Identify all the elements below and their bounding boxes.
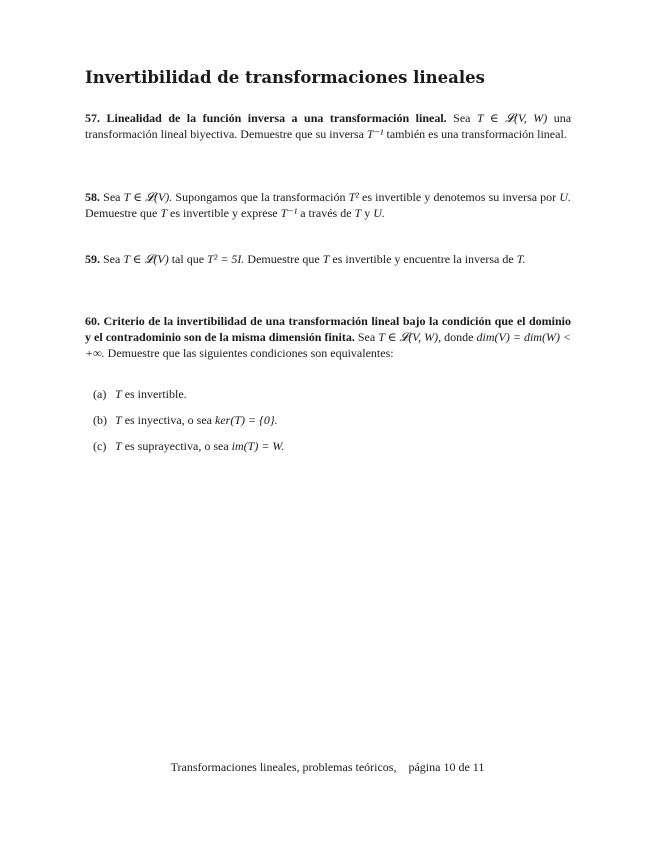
math-expression: U. — [559, 190, 571, 204]
item-label: (b) — [93, 413, 107, 427]
math-expression: T⁻¹ — [366, 127, 384, 141]
section-title: Invertibilidad de transformaciones lineales — [85, 68, 485, 87]
page-footer — [0, 760, 655, 775]
conditions-list — [93, 387, 563, 465]
list-item — [93, 413, 563, 439]
problem-text: tal que — [171, 252, 205, 266]
math-expression: im(T) = W. — [231, 439, 285, 453]
problem-text: Sea — [103, 252, 121, 266]
math-expression: T — [115, 387, 122, 401]
problem-text: es invertible y exprese — [170, 206, 278, 220]
problem-text: es invertible y encuentre la inversa de — [332, 252, 514, 266]
problem-title: Linealidad de la función inversa a una transformación lineal. — [106, 111, 447, 125]
problem-text: donde — [444, 330, 474, 344]
problem-number: 60. — [85, 314, 100, 328]
problem-title: Criterio de la invertibilidad de una transformación lineal bajo la condición que el dominio y el contradominio son de la misma dimensión finita. — [85, 314, 572, 344]
math-expression: T. — [516, 252, 526, 266]
problem-57 — [85, 110, 571, 142]
problem-text: una transformación lineal biyectiva. Demuestre que su inversa — [85, 111, 572, 141]
math-expression: T ∈ 𝓛(V). — [123, 190, 173, 204]
math-expression: T — [115, 439, 122, 453]
list-item — [93, 387, 563, 413]
problem-text: Demuestre que — [247, 252, 320, 266]
math-expression: U. — [373, 206, 385, 220]
math-expression: T ∈ 𝓛(V) — [123, 252, 169, 266]
problem-text: Demuestre que — [85, 206, 158, 220]
problem-text: Sea — [103, 190, 121, 204]
problem-number: 57. — [85, 111, 100, 125]
problem-text: y — [364, 206, 371, 220]
item-label: (a) — [93, 387, 107, 401]
problem-58 — [85, 189, 571, 221]
math-expression: T — [160, 206, 167, 220]
footer-text: Transformaciones lineales, problemas teóricos, — [170, 760, 397, 774]
item-text: es inyectiva, o sea — [124, 413, 212, 427]
problem-text: Sea — [357, 330, 376, 344]
math-expression: T ∈ 𝓛(V, W), — [378, 330, 442, 344]
math-expression: T² = 5I. — [207, 252, 245, 266]
list-item — [93, 439, 563, 465]
problem-text: también es una transformación lineal. — [386, 127, 567, 141]
item-text: es invertible. — [124, 387, 187, 401]
page-number: página 10 de 11 — [408, 760, 485, 774]
problem-number: 59. — [85, 252, 100, 266]
item-label: (c) — [93, 439, 107, 453]
problem-text: es invertible y denotemos su inversa por — [362, 190, 557, 204]
problem-text: a través de — [300, 206, 352, 220]
math-expression: T — [322, 252, 330, 266]
math-expression: T ∈ 𝓛(V, W) — [476, 111, 548, 125]
math-expression: dim(V) = dim(W) < +∞. — [85, 330, 572, 360]
math-expression: T — [115, 413, 122, 427]
problem-59 — [85, 251, 571, 267]
math-expression: T² — [348, 190, 359, 204]
problem-60 — [85, 313, 571, 361]
problem-text: Supongamos que la transformación — [175, 190, 346, 204]
item-text: es suprayectiva, o sea — [124, 439, 229, 453]
math-expression: T⁻¹ — [280, 206, 298, 220]
math-expression: T — [354, 206, 362, 220]
problem-text: Sea — [453, 111, 471, 125]
problem-number: 58. — [85, 190, 100, 204]
math-expression: ker(T) = {0}. — [215, 413, 278, 427]
problem-text: Demuestre que las siguientes condiciones son equivalentes: — [107, 346, 394, 360]
